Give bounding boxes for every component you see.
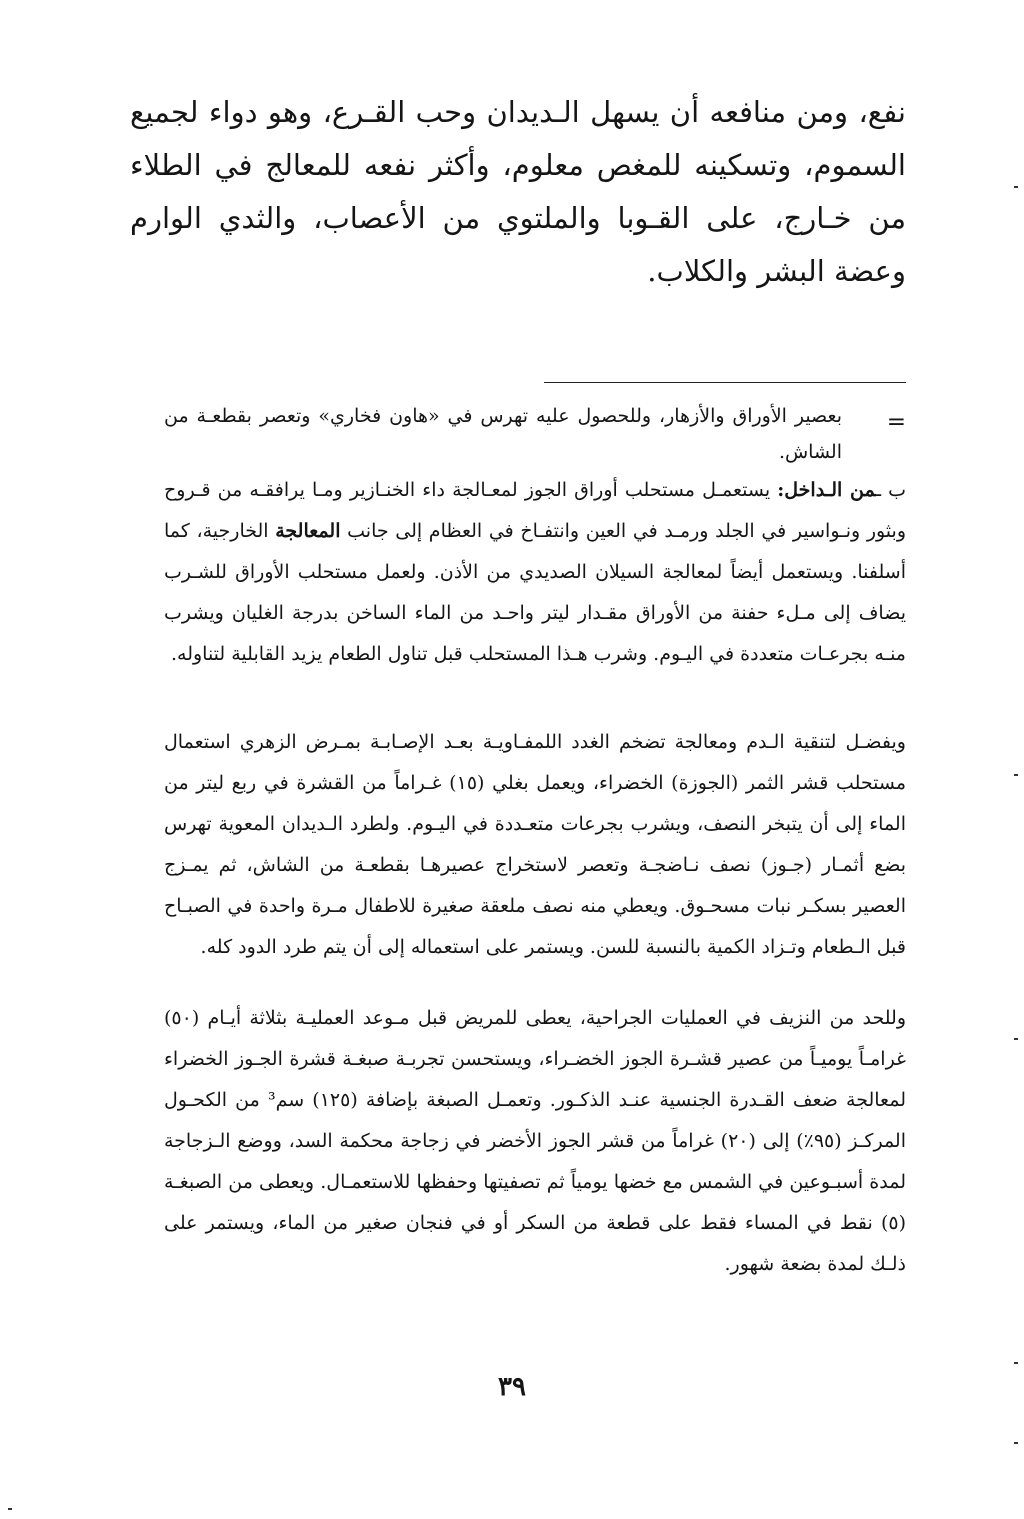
scan-edge-mark (1014, 1442, 1018, 1444)
scan-edge-mark (8, 1508, 12, 1510)
section-b-paragraph (164, 470, 906, 675)
paragraph-blood-purification: ويفضـل لتنقية الـدم ومعالجة تضخم الغدد اللمفـاويـة بعـد الإصـابـة بمـرض الزهري استعمال مستحلب قشر الثمر (الجوزة) الخضراء، ويعمل بغلي (١٥) غـراماً من القشرة في ربع ليتر من الماء إلى أن يتبخر النصف، ويشرب بجرعات متعـددة في اليـوم. ولطرد الـديدان المعوية تهرس بضع أثمـار (جـوز) نصف نـاضجـة وتعصر لاستخراج عصيرهـا بقطعـة من الشاش، ثم يمـزج العصير بسكـر نبات مسحـوق. ويعطي منه نصف ملعقة صغيرة للاطفال مـرة واحدة في الصبـاح قبل الـطعام وتـزاد الكمية بالنسبة للسن. ويستمر على استعماله إلى أن يتم طرد الدود كله. (164, 731, 906, 958)
scan-edge-mark (1014, 1362, 1018, 1364)
scan-edge-mark (1014, 774, 1018, 776)
main-paragraph: نفع، ومن منافعه أن يسهل الـديدان وحب القـرع، وهو دواء لجميع السموم، وتسكينه للمغص معلوم، وأكثر نفعه للمعالج في الطلاء من خـارج، على القـوبا والملتوي من الأعصاب، والثدي الوارم وعضة البشر والكلاب. (130, 95, 906, 288)
footnote-continuation-marker: = (886, 409, 906, 435)
paragraph-bleeding-control: وللحد من النزيف في العمليات الجراحية، يعطى للمريض قبل مـوعد العمليـة بثلاثة أيـام (٥٠) غرامـاً يوميـاً من عصير قشـرة الجوز الخضـراء، ويستحسن تجربـة صبغـة قشرة الجـوز الخضراء لمعالجة ضعف القـدرة الجنسية عنـد الذكـور. وتعمـل الصبغة بإضافة (١٢٥) سم³ من الكحـول المركـز (٩٥٪) إلى (٢٠) غراماً من قشر الجوز الأخضر في زجاجة محكمة السد، ووضع الـزجاجة لمدة أسبـوعين في الشمس مع خضها يومياً ثم تصفيتها وحفظها للاستعمـال. ويعطى من الصبغـة (٥) نقط في المساء فقط على قطعة من السكر أو في فنجان صغير من الماء، ويستمر على ذلـك لمدة بضعة شهور. (164, 1007, 906, 1275)
footnote-separator-rule (544, 382, 906, 383)
page-number: ٣٩ (498, 1372, 526, 1402)
section-b-heading: من الـداخل: (777, 479, 876, 501)
section-b-text-end: الخارجية، كما أسلفنا. ويستعمل أيضاً لمعالجة السيلان الصديدي من الأذن. ولعمل مستحلب الأوراق للشـرب يضاف إلى مـلء حفنة من الأوراق مقـدار ليتر واحـد من الماء الساخن بدرجة الغليان ويشرب منـه بجرعـات متعددة في اليـوم. وشرب هـذا المستحلب قبل تناول الطعام يزيد القابلية لتناوله. (164, 520, 906, 665)
footnote-continuation-text: بعصير الأوراق والأزهار، وللحصول عليه تهرس في «هاون فخاري» وتعصر بقطعـة من الشاش. (164, 405, 842, 463)
section-b-text-start: يستعمـل مستحلب أوراق الجوز لمعـالجة داء الخنـازير ومـا يرافقـه من قـروح وبثور ونـواسير في الجلد ورمـد في العين وانتفـاخ في العظام إلى جانب (164, 479, 907, 542)
scan-edge-mark (1014, 186, 1018, 188)
section-b-marker: ب ـ (875, 479, 906, 501)
scan-edge-mark (1014, 1038, 1018, 1040)
section-b-emphasis: المعالجة (275, 520, 341, 542)
